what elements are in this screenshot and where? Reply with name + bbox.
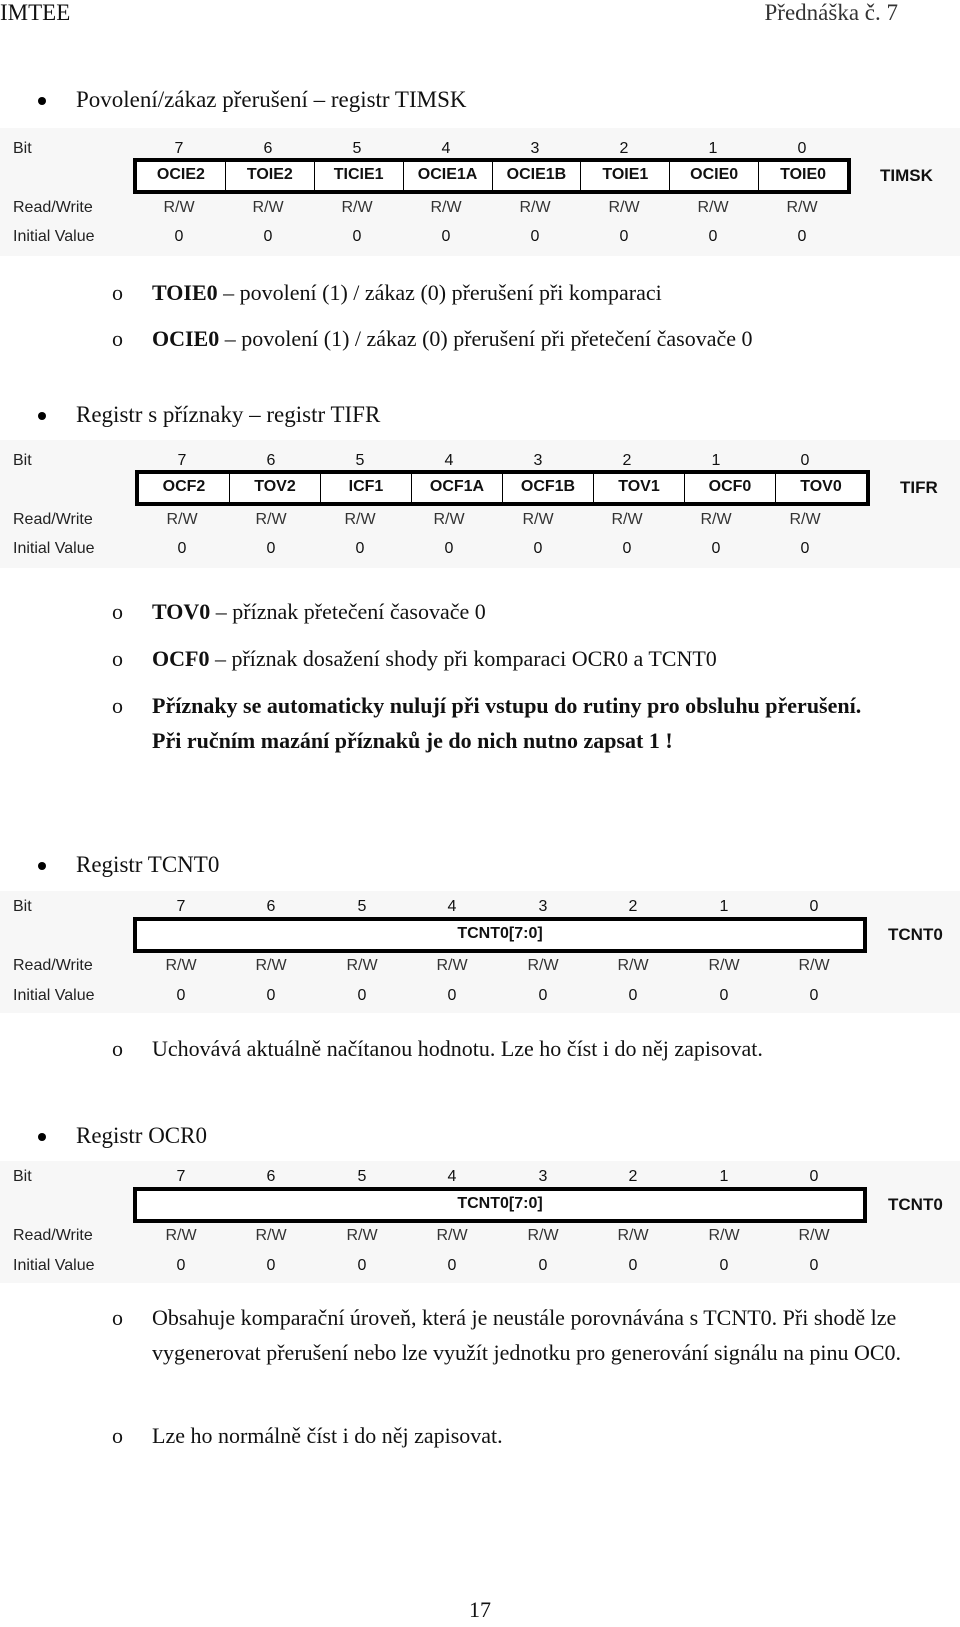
item-text: Uchovává aktuálně načítanou hodnotu. Lze ho číst i do něj zapisovat.	[152, 1036, 763, 1061]
bit-cell: TOIE1	[581, 162, 670, 190]
bit-number: 1	[708, 140, 718, 157]
init-label: Initial Value	[13, 1257, 95, 1274]
rw-value: R/W	[346, 957, 378, 974]
bit-number: 7	[176, 1168, 186, 1185]
rw-value: R/W	[700, 511, 732, 528]
init-value: 0	[177, 540, 187, 557]
rw-label: Read/Write	[13, 199, 93, 216]
init-value: 0	[266, 540, 276, 557]
bit-number: 0	[797, 140, 807, 157]
bit-number: 3	[530, 140, 540, 157]
item-text: – povolení (1) / zákaz (0) přerušení při komparaci	[217, 280, 662, 305]
register-diagram	[0, 440, 960, 568]
bit-number: 4	[444, 452, 454, 469]
init-value: 0	[263, 228, 273, 245]
item-term: OCIE0	[152, 326, 220, 351]
init-value: 0	[619, 228, 629, 245]
rw-value: R/W	[697, 199, 729, 216]
bit-cell: OCF0	[685, 474, 776, 502]
init-value: 0	[800, 540, 810, 557]
rw-value: R/W	[255, 957, 287, 974]
rw-value: R/W	[786, 199, 818, 216]
bit-cell: OCIE1B	[493, 162, 582, 190]
init-value: 0	[441, 228, 451, 245]
register-bits-box	[133, 1187, 867, 1223]
rw-label: Read/Write	[13, 1227, 93, 1244]
register-name: TCNT0	[888, 1195, 943, 1214]
init-value: 0	[719, 1257, 729, 1274]
register-diagram	[0, 128, 960, 256]
rw-value: R/W	[527, 1227, 559, 1244]
init-value: 0	[176, 987, 186, 1004]
bit-number: 5	[352, 140, 362, 157]
init-value: 0	[355, 540, 365, 557]
register-field: TCNT0[7:0]	[457, 925, 543, 942]
init-value: 0	[444, 540, 454, 557]
init-value: 0	[266, 1257, 276, 1274]
bit-number: 7	[176, 898, 186, 915]
bit-cell: TOIE0	[780, 166, 827, 183]
header-lecture: Přednáška č. 7	[764, 0, 898, 25]
rw-value: R/W	[165, 1227, 197, 1244]
init-value: 0	[533, 540, 543, 557]
section-title: Povolení/zákaz přerušení – registr TIMSK	[76, 87, 467, 112]
register-bits-box	[133, 917, 867, 953]
rw-label: Read/Write	[13, 957, 93, 974]
bit-label: Bit	[13, 140, 32, 157]
rw-value: R/W	[255, 1227, 287, 1244]
register-bits-box	[135, 470, 870, 506]
init-value: 0	[266, 987, 276, 1004]
rw-value: R/W	[519, 199, 551, 216]
bullet-dot	[38, 1133, 46, 1141]
register-name: TIFR	[900, 478, 938, 497]
bit-cell: OCF1B	[503, 474, 594, 502]
bit-cell: ICF1	[321, 474, 412, 502]
bit-number: 1	[719, 1168, 729, 1185]
item-text: Lze ho normálně číst i do něj zapisovat.	[152, 1423, 503, 1448]
section-title: Registr s příznaky – registr TIFR	[76, 402, 381, 427]
rw-value: R/W	[617, 1227, 649, 1244]
section-title: Registr OCR0	[76, 1123, 207, 1148]
bit-number: 0	[809, 898, 819, 915]
bit-cell: OCIE1A	[404, 162, 493, 190]
item-term: TOIE0	[152, 280, 218, 305]
rw-value: R/W	[798, 1227, 830, 1244]
rw-value: R/W	[798, 957, 830, 974]
bit-cell: OCIE2	[137, 162, 226, 190]
register-field: TCNT0[7:0]	[457, 1195, 543, 1212]
init-value: 0	[719, 987, 729, 1004]
init-value: 0	[357, 1257, 367, 1274]
init-label: Initial Value	[13, 228, 95, 245]
init-value: 0	[797, 228, 807, 245]
bit-label: Bit	[13, 452, 32, 469]
register-bits-box	[133, 158, 851, 194]
rw-value: R/W	[433, 511, 465, 528]
rw-value: R/W	[527, 957, 559, 974]
bit-number: 7	[177, 452, 187, 469]
page-number: 17	[469, 1597, 491, 1622]
bullet-dot	[38, 412, 46, 420]
bit-number: 2	[619, 140, 629, 157]
bullet-dot	[38, 97, 46, 105]
bit-number: 0	[809, 1168, 819, 1185]
rw-value: R/W	[608, 199, 640, 216]
bit-cell: OCF1A	[412, 474, 503, 502]
rw-value: R/W	[344, 511, 376, 528]
bit-number: 6	[266, 898, 276, 915]
bit-cell: TOV2	[230, 474, 321, 502]
init-value: 0	[352, 228, 362, 245]
item-text: – příznak přetečení časovače 0	[210, 599, 486, 624]
bit-cell: OCF2	[139, 474, 230, 502]
bit-number: 1	[711, 452, 721, 469]
bit-number: 6	[266, 1168, 276, 1185]
bit-number: 2	[622, 452, 632, 469]
rw-value: R/W	[252, 199, 284, 216]
rw-value: R/W	[522, 511, 554, 528]
init-value: 0	[447, 1257, 457, 1274]
bit-cell: TOIE2	[226, 162, 315, 190]
init-value: 0	[809, 987, 819, 1004]
item-text: – příznak dosažení shody při komparaci OCR0 a TCNT0	[209, 646, 717, 671]
bit-cell: TOV0	[800, 478, 842, 495]
register-diagram	[0, 1161, 960, 1283]
rw-value: R/W	[341, 199, 373, 216]
bit-number: 3	[533, 452, 543, 469]
init-value: 0	[628, 987, 638, 1004]
bit-number: 5	[357, 1168, 367, 1185]
rw-value: R/W	[165, 957, 197, 974]
rw-value: R/W	[346, 1227, 378, 1244]
register-name: TCNT0	[888, 925, 943, 944]
rw-value: R/W	[436, 1227, 468, 1244]
bit-cell: TOV1	[594, 474, 685, 502]
bit-number: 4	[447, 898, 457, 915]
bit-number: 6	[266, 452, 276, 469]
bit-number: 5	[355, 452, 365, 469]
init-value: 0	[538, 1257, 548, 1274]
init-value: 0	[174, 228, 184, 245]
init-label: Initial Value	[13, 540, 95, 557]
rw-value: R/W	[430, 199, 462, 216]
rw-value: R/W	[436, 957, 468, 974]
init-value: 0	[711, 540, 721, 557]
rw-value: R/W	[611, 511, 643, 528]
bit-number: 1	[719, 898, 729, 915]
bit-label: Bit	[13, 898, 32, 915]
bit-number: 6	[263, 140, 273, 157]
rw-value: R/W	[163, 199, 195, 216]
rw-value: R/W	[708, 957, 740, 974]
rw-value: R/W	[789, 511, 821, 528]
init-value: 0	[628, 1257, 638, 1274]
init-label: Initial Value	[13, 987, 95, 1004]
bit-number: 4	[441, 140, 451, 157]
item-text: – povolení (1) / zákaz (0) přerušení při přetečení časovače 0	[219, 326, 753, 351]
bit-number: 3	[538, 1168, 548, 1185]
bit-number: 3	[538, 898, 548, 915]
register-diagram	[0, 891, 960, 1013]
item-term: OCF0	[152, 646, 210, 671]
bit-cell: TICIE1	[315, 162, 404, 190]
bullet-dot	[38, 862, 46, 870]
init-value: 0	[538, 987, 548, 1004]
init-value: 0	[530, 228, 540, 245]
init-value: 0	[708, 228, 718, 245]
rw-value: R/W	[617, 957, 649, 974]
rw-value: R/W	[166, 511, 198, 528]
item-note: Příznaky se automaticky nulují při vstupu do rutiny pro obsluhu přerušení.	[152, 693, 862, 718]
bit-number: 4	[447, 1168, 457, 1185]
item-term: TOV0	[152, 599, 211, 624]
init-value: 0	[809, 1257, 819, 1274]
item-note: Při ručním mazání příznaků je do nich nutno zapsat 1 !	[152, 728, 673, 753]
rw-label: Read/Write	[13, 511, 93, 528]
init-value: 0	[357, 987, 367, 1004]
register-name: TIMSK	[880, 166, 933, 185]
rw-value: R/W	[255, 511, 287, 528]
rw-value: R/W	[708, 1227, 740, 1244]
bit-number: 2	[628, 898, 638, 915]
bit-cell: OCIE0	[670, 162, 759, 190]
init-value: 0	[447, 987, 457, 1004]
bit-number: 5	[357, 898, 367, 915]
init-value: 0	[176, 1257, 186, 1274]
bit-label: Bit	[13, 1168, 32, 1185]
bit-number: 2	[628, 1168, 638, 1185]
header-title: IMTEE	[0, 0, 71, 25]
section-title: Registr TCNT0	[76, 852, 220, 877]
init-value: 0	[622, 540, 632, 557]
bit-number: 0	[800, 452, 810, 469]
item-text: Obsahuje komparační úroveň, která je neustále porovnávána s TCNT0. Při shodě lze vygenerovat přerušení nebo lze využít jednotku pro generování signálu na pinu OC0.	[152, 1305, 902, 1365]
bit-number: 7	[174, 140, 184, 157]
